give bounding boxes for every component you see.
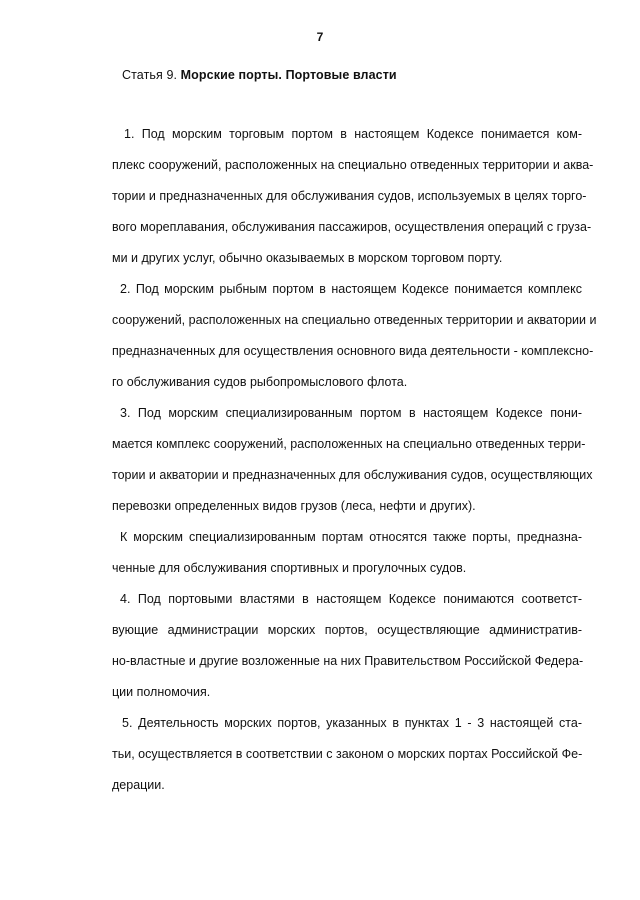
- paragraph-line: перевозки определенных видов грузов (леса, нефти и других).: [112, 499, 476, 513]
- paragraph-line: ми и других услуг, обычно оказываемых в морском торговом порту.: [112, 251, 503, 265]
- paragraph-line: 3. Под морским специализированным портом в настоящем Кодексе пони-: [120, 406, 582, 420]
- paragraph-line: тьи, осуществляется в соответствии с законом о морских портах Российской Фе-: [112, 747, 583, 761]
- article-label: Статья 9.: [122, 68, 178, 82]
- paragraph-line: но-властные и другие возложенные на них Правительством Российской Федера-: [112, 654, 584, 668]
- paragraph-3: [112, 398, 593, 522]
- paragraph-line: К морским специализированным портам относятся также порты, предназна-: [120, 530, 582, 544]
- paragraph-4: [112, 522, 582, 584]
- paragraph-5: [112, 584, 582, 708]
- paragraph-line: ченные для обслуживания спортивных и прогулочных судов.: [112, 561, 467, 575]
- paragraph-6: [112, 708, 582, 801]
- article-title: Морские порты. Портовые власти: [180, 68, 397, 82]
- paragraph-line: дерации.: [112, 778, 165, 792]
- page-number: 7: [316, 30, 324, 44]
- paragraph-line: тории и предназначенных для обслуживания судов, используемых в целях торго-: [112, 189, 587, 203]
- paragraph-2: [112, 274, 597, 398]
- paragraph-line: го обслуживания судов рыбопромыслового флота.: [112, 375, 408, 389]
- paragraph-1: [112, 119, 594, 274]
- paragraph-line: тории и акватории и предназначенных для обслуживания судов, осуществляющих: [112, 468, 593, 482]
- article-body: [112, 119, 597, 801]
- paragraph-line: мается комплекс сооружений, расположенных на специально отведенных терри-: [112, 437, 586, 451]
- paragraph-line: 4. Под портовыми властями в настоящем Кодексе понимаются соответст-: [120, 592, 582, 606]
- paragraph-line: сооружений, расположенных на специально отведенных территории и акватории и: [112, 313, 597, 327]
- paragraph-line: 5. Деятельность морских портов, указанных в пунктах 1 - 3 настоящей ста-: [122, 716, 582, 730]
- paragraph-line: вого мореплавания, обслуживания пассажиров, осуществления операций с груза-: [112, 220, 592, 234]
- paragraph-line: 1. Под морским торговым портом в настоящем Кодексе понимается ком-: [124, 127, 582, 141]
- paragraph-line: ции полномочия.: [112, 685, 211, 699]
- article-heading: [122, 68, 397, 82]
- paragraph-line: предназначенных для осуществления основного вида деятельности - комплексно-: [112, 344, 594, 358]
- paragraph-line: 2. Под морским рыбным портом в настоящем Кодексе понимается комплекс: [120, 282, 582, 296]
- paragraph-line: плекс сооружений, расположенных на специально отведенных территории и аква-: [112, 158, 594, 172]
- paragraph-line: вующие администрации морских портов, осуществляющие административ-: [112, 623, 582, 637]
